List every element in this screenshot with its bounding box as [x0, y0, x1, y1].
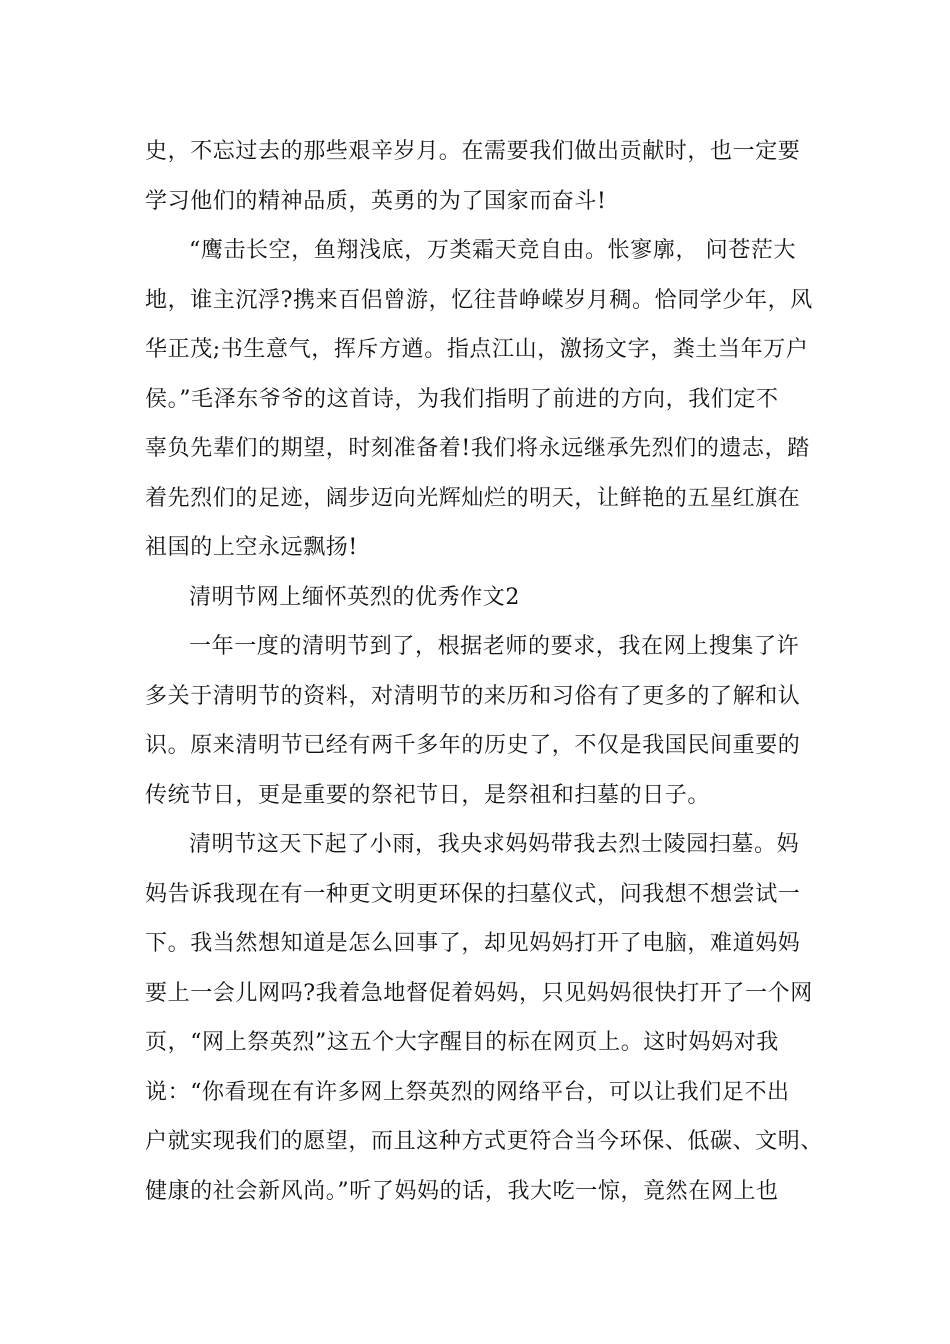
paragraph-line: 多关于清明节的资料，对清明节的来历和习俗有了更多的了解和认 [145, 684, 801, 709]
paragraph-line: 识。原来清明节已经有两千多年的历史了，不仅是我国民间重要的 [145, 733, 801, 758]
paragraph-line: 侯。”毛泽东爷爷的这首诗，为我们指明了前进的方向，我们定不 [145, 387, 779, 412]
paragraph-line: 一年一度的清明节到了，根据老师的要求，我在网上搜集了许 [189, 634, 800, 659]
section-heading: 清明节网上缅怀英烈的优秀作文2 [189, 585, 520, 610]
paragraph-line: 户就实现我们的愿望，而且这种方式更符合当今环保、低碳、文明、 [145, 1129, 824, 1154]
paragraph-line: 下。我当然想知道是怎么回事了，却见妈妈打开了电脑，难道妈妈 [145, 931, 801, 956]
paragraph-line: 要上一会儿网吗?我着急地督促着妈妈，只见妈妈很快打开了一个网 [145, 981, 813, 1006]
paragraph-line: 祖国的上空永远飘扬! [145, 535, 358, 560]
paragraph-line: “鹰击长空，鱼翔浅底，万类霜天竞自由。怅寥廓， 问苍茫大 [189, 238, 797, 263]
paragraph-line: 页，“网上祭英烈”这五个大字醒目的标在网页上。这时妈妈对我 [145, 1030, 779, 1055]
paragraph-line: 清明节这天下起了小雨，我央求妈妈带我去烈士陵园扫墓。妈 [189, 832, 800, 857]
paragraph-line: 说：“你看现在有许多网上祭英烈的网络平台，可以让我们足不出 [145, 1080, 790, 1105]
paragraph-line: 史，不忘过去的那些艰辛岁月。在需要我们做出贡献时，也一定要 [145, 139, 801, 164]
paragraph-line: 着先烈们的足迹，阔步迈向光辉灿烂的明天，让鲜艳的五星红旗在 [145, 486, 801, 511]
paragraph-line: 传统节日，更是重要的祭祀节日，是祭祖和扫墓的日子。 [145, 783, 711, 808]
paragraph-line: 学习他们的精神品质，英勇的为了国家而奋斗! [145, 189, 607, 214]
paragraph-line: 健康的社会新风尚。”听了妈妈的话，我大吃一惊，竟然在网上也 [145, 1179, 779, 1204]
paragraph-line: 辜负先辈们的期望，时刻准备着!我们将永远继承先烈们的遗志，踏 [145, 436, 810, 461]
paragraph-line: 华正茂;书生意气，挥斥方遒。指点江山，激扬文字，粪土当年万户 [145, 337, 809, 362]
paragraph-line: 妈告诉我现在有一种更文明更环保的扫墓仪式，问我想不想尝试一 [145, 882, 801, 907]
paragraph-line: 地，谁主沉浮?携来百侣曾游，忆往昔峥嵘岁月稠。恰同学少年，风 [145, 288, 813, 313]
